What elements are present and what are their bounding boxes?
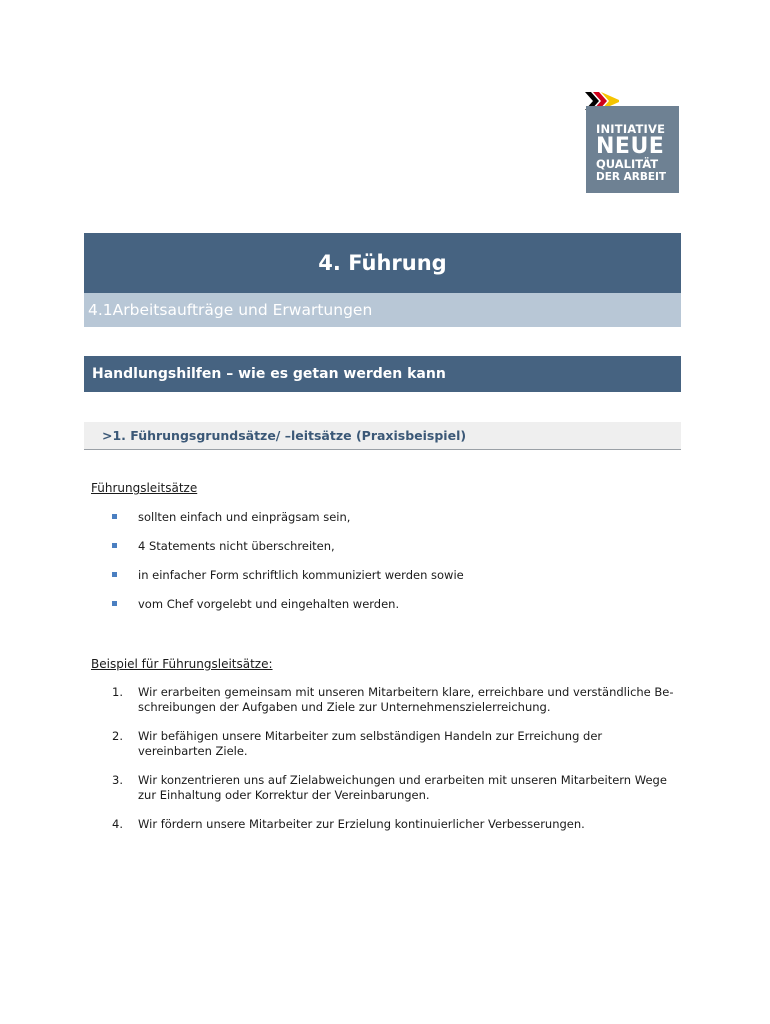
list-item xyxy=(112,773,677,803)
section-heading: Handlungshilfen – wie es getan werden kann xyxy=(84,356,681,392)
list-item xyxy=(112,568,464,597)
initiative-logo xyxy=(585,90,680,194)
list-item xyxy=(112,817,677,832)
list-item xyxy=(112,510,464,539)
list-item-text: 4 Statements nicht überschreiten, xyxy=(138,539,335,553)
list-number: 2. xyxy=(112,729,123,743)
subsection-heading: >1. Führungsgrundsätze/ –leitsätze (Praxisbeispiel) xyxy=(84,422,681,450)
list-item-text: Wir befähigen unsere Mitarbeiter zum selbständigen Handeln zur Erreichung der vereinbarten Ziele. xyxy=(138,729,603,758)
list-number: 4. xyxy=(112,817,123,831)
list-number: 1. xyxy=(112,685,123,699)
list-item-text: Wir erarbeiten gemeinsam mit unseren Mitarbeitern klare, erreichbare und verständliche Be-schreibungen der Aufgaben und Ziele zur Unternehmenszielerreichung. xyxy=(138,685,674,714)
logo-line-3: QUALITÄT xyxy=(596,157,659,171)
bullet-icon xyxy=(112,601,117,606)
logo-line-4: DER ARBEIT xyxy=(596,171,667,183)
bullet-icon xyxy=(112,572,117,577)
list-number: 3. xyxy=(112,773,123,787)
list-item-text: Wir konzentrieren uns auf Zielabweichungen und erarbeiten mit unseren Mitarbeitern Wege zur Einhaltung oder Korrektur der Vereinbarungen. xyxy=(138,773,667,802)
list-item-text: sollten einfach und einprägsam sein, xyxy=(138,510,351,524)
page-subtitle: 4.1Arbeitsaufträge und Erwartungen xyxy=(84,293,681,327)
list-item xyxy=(112,729,677,759)
list-item xyxy=(112,685,677,715)
example-heading: Beispiel für Führungsleitsätze: xyxy=(91,657,273,671)
logo-box xyxy=(586,106,679,193)
example-list xyxy=(112,685,677,846)
list-item xyxy=(112,597,464,626)
list-item-text: vom Chef vorgelebt und eingehalten werden. xyxy=(138,597,400,611)
bullet-icon xyxy=(112,514,117,519)
page-title: 4. Führung xyxy=(84,233,681,293)
logo-line-1: INITIATIVE xyxy=(596,122,666,136)
guidelines-list xyxy=(112,510,464,626)
list-item-text: Wir fördern unsere Mitarbeiter zur Erzielung kontinuierlicher Verbesserungen. xyxy=(138,817,585,831)
logo-line-2: NEUE xyxy=(596,134,665,159)
list-item xyxy=(112,539,464,568)
bullet-icon xyxy=(112,543,117,548)
list-item-text: in einfacher Form schriftlich kommuniziert werden sowie xyxy=(138,568,464,582)
guidelines-heading: Führungsleitsätze xyxy=(91,481,198,495)
